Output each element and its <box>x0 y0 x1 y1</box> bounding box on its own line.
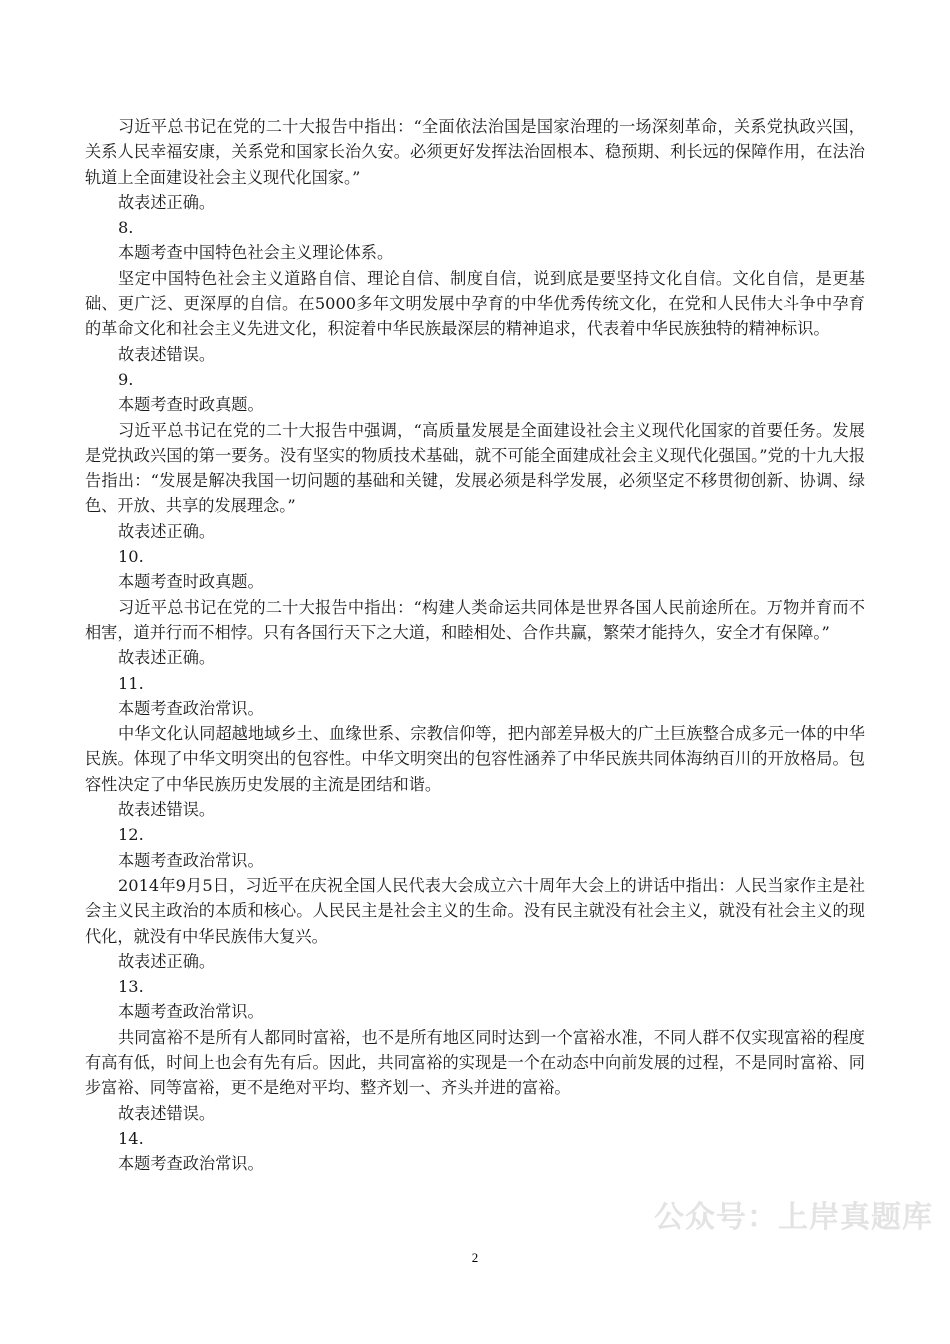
question-number: 14. <box>118 1128 144 1148</box>
question-number: 9. <box>118 369 134 389</box>
paragraph: 故表述正确。 <box>118 648 216 668</box>
paragraph: 故表述错误。 <box>118 800 216 820</box>
question-number: 12. <box>118 825 144 845</box>
page-number: 2 <box>471 1250 479 1265</box>
paragraph: 本题考查政治常识。 <box>118 698 264 718</box>
paragraph: 本题考查政治常识。 <box>118 1002 264 1022</box>
paragraph: 本题考查时政真题。 <box>118 572 264 592</box>
paragraph: 故表述错误。 <box>118 344 216 364</box>
paragraph: 本题考查时政真题。 <box>118 395 264 415</box>
paragraph: 习近平总书记在党的二十大报告中指出：“全面依法治国是国家治理的一场深刻革命，关系党执政兴国，关系人民幸福安康，关系党和国家长治久安。必须更好发挥法治固根本、稳预期、利长远的保障作用，在法治轨道上全面建设社会主义现代化国家。” <box>85 117 865 187</box>
paragraph: 坚定中国特色社会主义道路自信、理论自信、制度自信，说到底是要坚持文化自信。文化自信，是更基础、更广泛、更深厚的自信。在5000多年文明发展中孕育的中华优秀传统文化，在党和人民伟大斗争中孕育的革命文化和社会主义先进文化，积淀着中华民族最深层的精神追求，代表着中华民族独特的精神标识。 <box>85 268 865 339</box>
paragraph: 故表述正确。 <box>118 521 216 541</box>
question-number: 13. <box>118 977 144 997</box>
paragraph: 共同富裕不是所有人都同时富裕，也不是所有地区同时达到一个富裕水准，不同人群不仅实现富裕的程度有高有低，时间上也会有先有后。因此，共同富裕的实现是一个在动态中向前发展的过程，不是同时富裕、同步富裕、同等富裕，更不是绝对平均、整齐划一、齐头并进的富裕。 <box>85 1027 865 1098</box>
paragraph: 习近平总书记在党的二十大报告中强调，“高质量发展是全面建设社会主义现代化国家的首要任务。发展是党执政兴国的第一要务。没有坚实的物质技术基础，就不可能全面建成社会主义现代化强国。”党的十九大报告指出：“发展是解决我国一切问题的基础和关键，发展必须是科学发展，必须坚定不移贯彻创新、协调、绿色、开放、共享的发展理念。” <box>85 420 865 516</box>
paragraph: 中华文化认同超越地域乡土、血缘世系、宗教信仰等，把内部差异极大的广土巨族整合成多元一体的中华民族。体现了中华文明突出的包容性。中华文明突出的包容性涵养了中华民族共同体海纳百川的开放格局。包容性决定了中华民族历史发展的主流是团结和谐。 <box>85 724 865 794</box>
paragraph: 2014年9月5日，习近平在庆祝全国人民代表大会成立六十周年大会上的讲话中指出：人民当家作主是社会主义民主政治的本质和核心。人民民主是社会主义的生命。没有民主就没有社会主义，就没有社会主义的现代化，就没有中华民族伟大复兴。 <box>85 875 865 946</box>
paragraph: 本题考查政治常识。 <box>118 850 264 870</box>
document-body <box>85 114 865 1176</box>
watermark: 公众号：上岸真题库 <box>654 1200 933 1235</box>
paragraph: 本题考查中国特色社会主义理论体系。 <box>118 243 394 263</box>
paragraph: 故表述正确。 <box>118 192 216 212</box>
paragraph: 习近平总书记在党的二十大报告中指出：“构建人类命运共同体是世界各国人民前途所在。万物并育而不相害，道并行而不相悖。只有各国行天下之大道，和睦相处、合作共赢，繁荣才能持久，安全才有保障。” <box>85 597 865 642</box>
paragraph: 故表述正确。 <box>118 951 216 971</box>
question-number: 10. <box>118 547 144 567</box>
paragraph: 故表述错误。 <box>118 1103 216 1123</box>
question-number: 11. <box>118 673 144 693</box>
question-number: 8. <box>118 218 134 238</box>
paragraph: 本题考查政治常识。 <box>118 1154 264 1174</box>
